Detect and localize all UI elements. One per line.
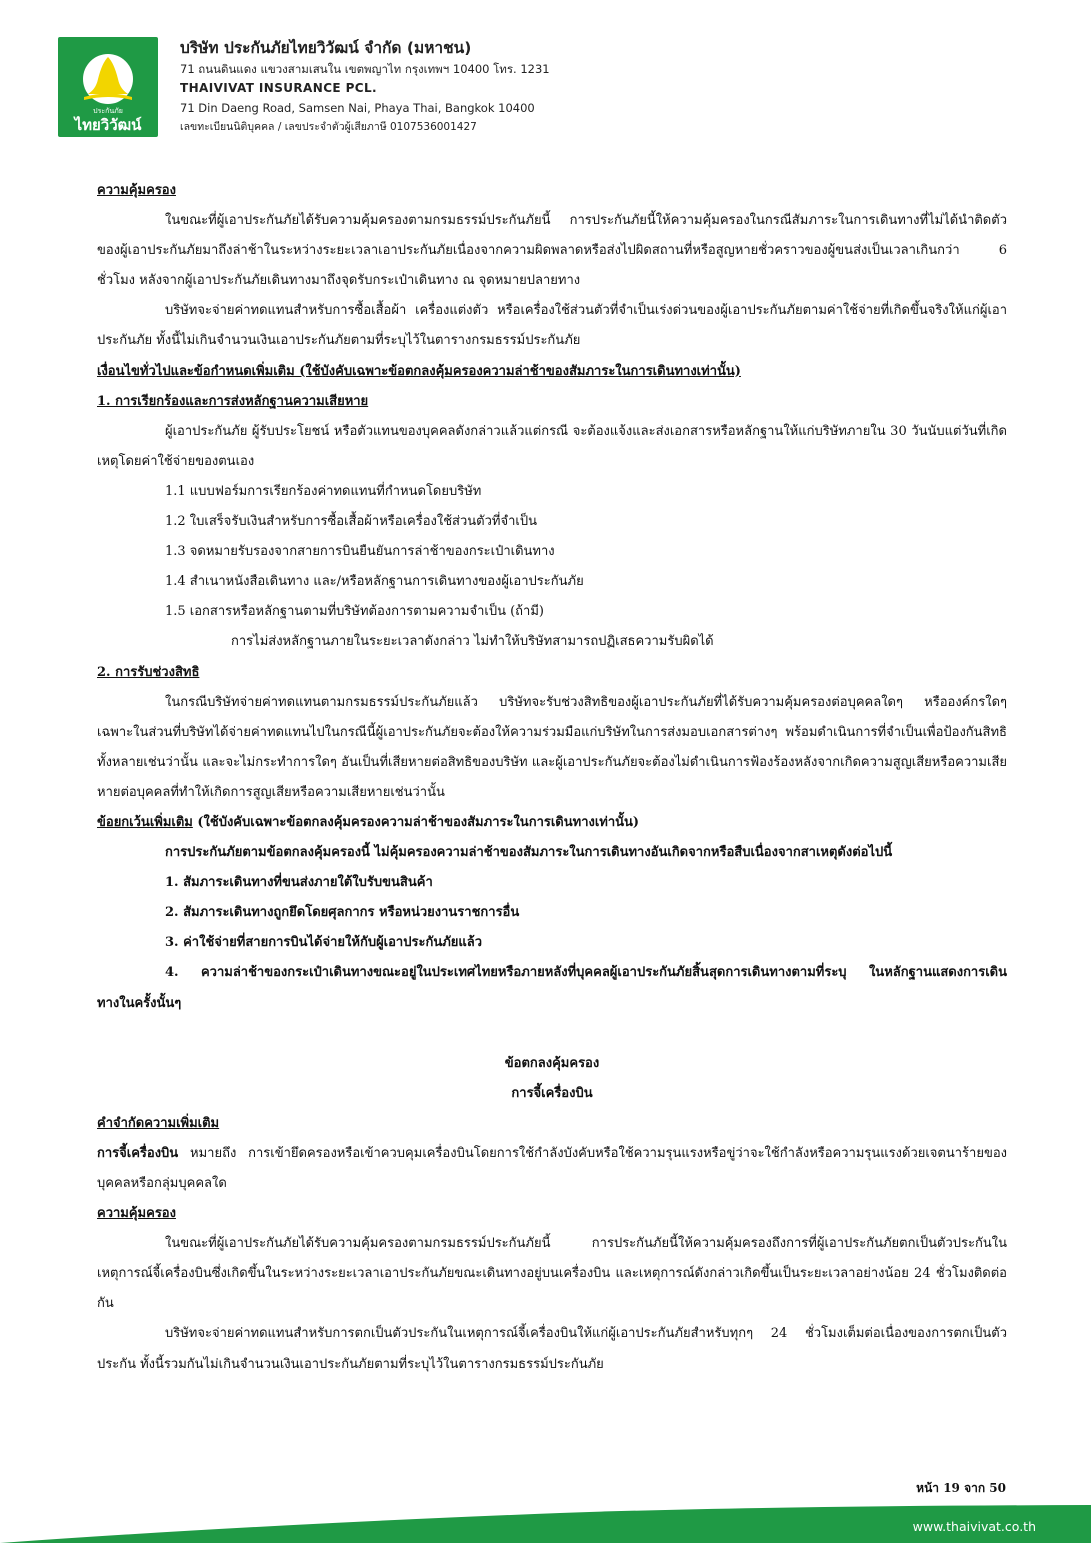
exclusions-heading-suffix: (ใช้บังคับเฉพาะข้อตกลงคุ้มครองความล่าช้าของสัมภาระในการเดินทางเท่านั้น) (192, 814, 640, 830)
coverage-paragraph-1: ในขณะที่ผู้เอาประกันภัยได้รับความคุ้มครองตามกรมธรรม์ประกันภัยนี้ การประกันภัยนี้ให้ความคุ้มครองในกรณีสัมภาระในการเดินทางที่ไม่ได้นำติดตัวของผู้เอาประกันภัยมาถึงล่าช้าในระหว่างระยะเวลาเอาประกันภัยเนื่องจากความผิดพลาดหรือส่งไปผิดสถานที่หรือสูญหายชั่วคราวของผู้ขนส่งเป็นเวลาเกินกว่า 6 ชั่วโมง หลังจากผู้เอาประกันภัยเดินทางมาถึงจุดรับกระเป๋าเดินทาง ณ จุดหมายปลายทาง (97, 213, 1007, 289)
claims-item: 1.1 แบบฟอร์มการเรียกร้องค่าทดแทนที่กำหนดโดยบริษัท (165, 483, 482, 499)
general-conditions-heading: เงื่อนไขทั่วไปและข้อกำหนดเพิ่มเติม (ใช้บังคับเฉพาะข้อตกลงคุ้มครองความล่าช้าของสัมภาระในการเดินทางเท่านั้น) (97, 363, 741, 379)
claims-heading: 1. การเรียกร้องและการส่งหลักฐานความเสียหาย (97, 393, 369, 409)
claims-item: 1.3 จดหมายรับรองจากสายการบินยืนยันการล่าช้าของกระเป๋าเดินทาง (165, 544, 555, 560)
company-address-en: 71 Din Daeng Road, Samsen Nai, Phaya Thai, Bangkok 10400 (180, 101, 535, 115)
subrogation-paragraph: ในกรณีบริษัทจ่ายค่าทดแทนตามกรมธรรม์ประกันภัยแล้ว บริษัทจะรับช่วงสิทธิของผู้เอาประกันภัยที่ได้รับความคุ้มครองต่อบุคคลใดๆ หรือองค์กรใดๆ เฉพาะในส่วนที่บริษัทได้จ่ายค่าทดแทนไปในกรณีนี้ผู้เอาประกันภัยจะต้องให้ความร่วมมือแก่บริษัทในการส่งมอบเอกสารต่างๆ พร้อมดำเนินการที่จำเป็นเพื่อป้องกันสิทธิทั้งหลายเช่นว่านั้น และจะไม่กระทำการใดๆ อันเป็นที่เสียหายต่อสิทธิของบริษัท และผู้เอาประกันภัยจะต้องไม่ดำเนินการฟ้องร้องหลังจากเกิดความสูญเสียหรือความเสียหายต่อบุคคลที่ทำให้เกิดการสูญเสียหรือความเสียหายเช่นว่านั้น (97, 694, 1007, 800)
claims-item: 1.4 สำเนาหนังสือเดินทาง และ/หรือหลักฐานการเดินทางของผู้เอาประกันภัย (165, 574, 584, 590)
agreement-subtitle: การจี้เครื่องบิน (511, 1085, 593, 1101)
agreement-title: ข้อตกลงคุ้มครอง (504, 1055, 600, 1071)
hijack-coverage-heading: ความคุ้มครอง (97, 1206, 176, 1222)
definition-term: การจี้เครื่องบิน (97, 1145, 179, 1161)
coverage-paragraph-2: บริษัทจะจ่ายค่าทดแทนสำหรับการซื้อเสื้อผ้า เครื่องแต่งตัว หรือเครื่องใช้ส่วนตัวที่จำเป็นเร่งด่วนของผู้เอาประกันภัยตามค่าใช้จ่ายที่เกิดขึ้นจริงให้แก่ผู้เอาประกันภัย ทั้งนี้ไม่เกินจำนวนเงินเอาประกันภัยตามที่ระบุไว้ในตารางกรมธรรม์ประกันภัย (97, 303, 1007, 349)
hijack-coverage-paragraph-2: บริษัทจะจ่ายค่าทดแทนสำหรับการตกเป็นตัวประกันในเหตุการณ์จี้เครื่องบินให้แก่ผู้เอาประกันภัยสำหรับทุกๆ 24 ชั่วโมงเต็มต่อเนื่องของการตกเป็นตัวประกัน ทั้งนี้รวมกันไม่เกินจำนวนเงินเอาประกันภัยตามที่ระบุไว้ในตารางกรมธรรม์ประกันภัย (97, 1326, 1007, 1372)
company-name-th: บริษัท ประกันภัยไทยวิวัฒน์ จำกัด (มหาชน) (180, 39, 472, 57)
exclusions-heading: ข้อยกเว้นเพิ่มเติม (97, 814, 193, 830)
logo-small-text: ประกันภัย (93, 107, 123, 115)
exclusions-intro: การประกันภัยตามข้อตกลงคุ้มครองนี้ ไม่คุ้มครองความล่าช้าของสัมภาระในการเดินทางอันเกิดจากหรือสืบเนื่องจากสาเหตุดังต่อไปนี้ (165, 845, 893, 861)
exclusions-item: 1. สัมภาระเดินทางที่ขนส่งภายใต้ใบรับขนสินค้า (165, 875, 433, 891)
section-spacer (97, 1019, 1007, 1049)
hijack-coverage-paragraph-1: ในขณะที่ผู้เอาประกันภัยได้รับความคุ้มครองตามกรมธรรม์ประกันภัยนี้ การประกันภัยนี้ให้ความคุ้มครองถึงการที่ผู้เอาประกันภัยตกเป็นตัวประกันในเหตุการณ์จี้เครื่องบินซึ่งเกิดขึ้นในระหว่างระยะเวลาเอาประกันภัยขณะเดินทางอยู่บนเครื่องบิน และเหตุการณ์ดังกล่าวเกิดขึ้นเป็นระยะเวลาอย่างน้อย 24 ชั่วโมงติดต่อกัน (97, 1236, 1007, 1312)
exclusions-item: 3. ค่าใช้จ่ายที่สายการบินได้จ่ายให้กับผู้เอาประกันภัยแล้ว (165, 935, 483, 951)
company-logo (58, 37, 158, 137)
page-number: หน้า 19 จาก 50 (916, 1481, 1006, 1495)
claims-paragraph: ผู้เอาประกันภัย ผู้รับประโยชน์ หรือตัวแทนของบุคคลดังกล่าวแล้วแต่กรณี จะต้องแจ้งและส่งเอกสารหรือหลักฐานให้แก่บริษัทภายใน 30 วันนับแต่วันที่เกิดเหตุโดยค่าใช้จ่ายของตนเอง (97, 423, 1007, 469)
claims-item: 1.2 ใบเสร็จรับเงินสำหรับการซื้อเสื้อผ้าหรือเครื่องใช้ส่วนตัวที่จำเป็น (165, 514, 537, 530)
definition-heading: คำจำกัดความเพิ่มเติม (97, 1115, 220, 1131)
company-registration: เลขทะเบียนนิติบุคคล / เลขประจำตัวผู้เสียภาษี 0107536001427 (180, 121, 477, 133)
exclusions-item: 2. สัมภาระเดินทางถูกยึดโดยศุลกากร หรือหน่วยงานราชการอื่น (165, 905, 520, 921)
claims-note: การไม่ส่งหลักฐานภายในระยะเวลาดังกล่าว ไม่ทำให้บริษัทสามารถปฏิเสธความรับผิดได้ (231, 634, 714, 650)
company-address-th: 71 ถนนดินแดง แขวงสามเสนใน เขตพญาไท กรุงเทพฯ 10400 โทร. 1231 (180, 62, 550, 76)
document-body (97, 176, 1007, 1380)
definition-paragraph (97, 1139, 1007, 1199)
company-name-en: THAIVIVAT INSURANCE PCL. (180, 81, 377, 95)
exclusions-heading-line (97, 808, 1007, 838)
claims-item: 1.5 เอกสารหรือหลักฐานตามที่บริษัทต้องการตามความจำเป็น (ถ้ามี) (165, 604, 544, 620)
coverage-heading: ความคุ้มครอง (97, 183, 176, 198)
website-link[interactable]: www.thaivivat.co.th (912, 1519, 1036, 1534)
company-info (180, 37, 550, 137)
definition-text: หมายถึง การเข้ายึดครองหรือเข้าควบคุมเครื่องบินโดยการใช้กำลังบังคับหรือใช้ความรุนแรงหรือขู่ว่าจะใช้กำลังหรือความรุนแรงด้วยเจตนาร้ายของบุคคลหรือกลุ่มบุคคลใด (97, 1145, 1007, 1191)
subrogation-heading: 2. การรับช่วงสิทธิ (97, 664, 200, 680)
logo-name: ไทยวิวัฒน์ (74, 116, 142, 134)
exclusions-item: 4. ความล่าช้าของกระเป๋าเดินทางขณะอยู่ในประเทศไทยหรือภายหลังที่บุคคลผู้เอาประกันภัยสิ้นสุดการเดินทางตามที่ระบุ ในหลักฐานแสดงการเดินทางในครั้งนั้นๆ (97, 965, 1007, 1011)
